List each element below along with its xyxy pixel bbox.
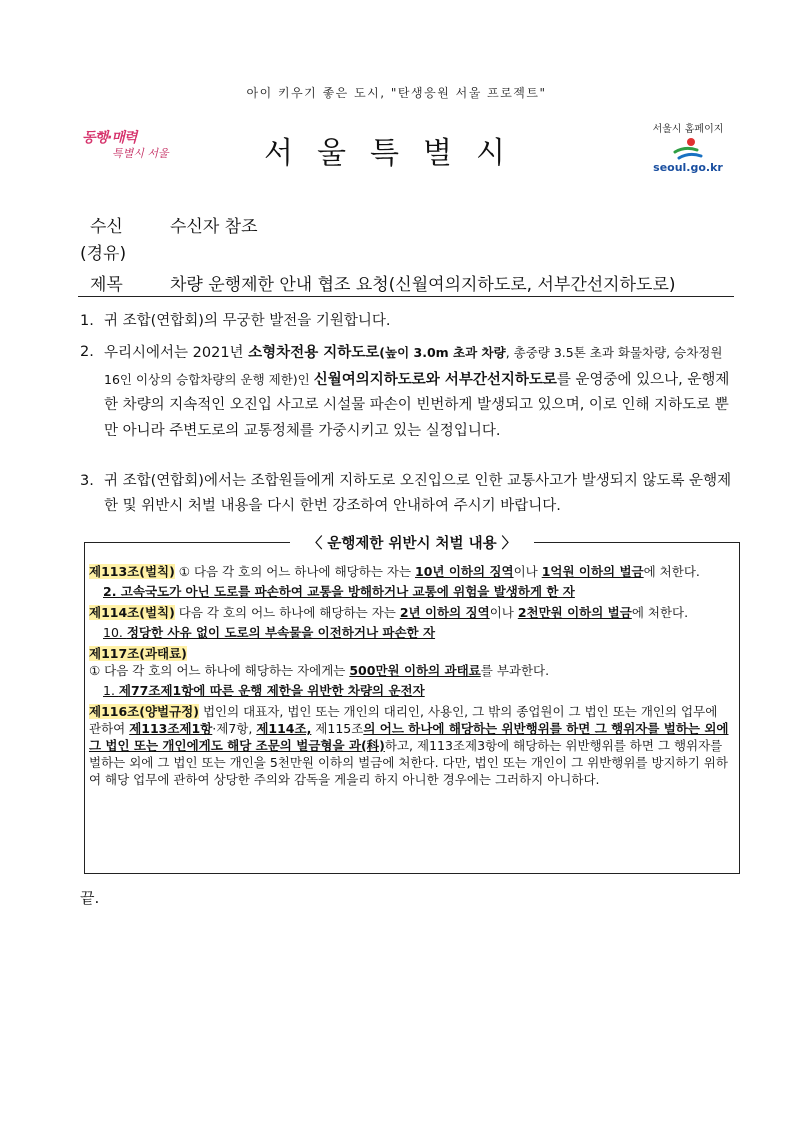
penalty-box-title-wrap [85, 532, 739, 553]
brand-logo-line2: 특별시 서울 [112, 147, 169, 160]
paragraph-text: 우리시에서는 2021년 소형차전용 지하도로(높이 3.0m 초과 차량, 총중량 3.5톤 초과 화물차량, 승차정원 16인 이상의 승합차량의 운행 제한)인 신월여의지하도로와 서부간선지하도로를 운영중에 있으나, 운행제한 차량의 지속적인 오진입 사고로 시설물 파손이 빈번하게 발생되고 있으며, 이로 인해 지하도로 뿐만 아니라 주변도로의 교통정체를 가중시키고 있는 실정입니다. [104, 345, 730, 439]
penalty-box-content [89, 563, 733, 788]
closing-mark: 끝. [80, 889, 100, 907]
paragraph-2 [80, 340, 736, 444]
article-113-item: 2. 고속국도가 아닌 도로를 파손하여 교통을 방해하거나 교통에 위험을 발생하게 한 자 [103, 584, 575, 599]
article-114-item: 10. 정당한 사유 없이 도로의 부속물을 이전하거나 파손한 자 [103, 625, 436, 640]
paragraph-1 [80, 309, 736, 334]
article-117-item: 1. 제77조제1항에 따른 운행 제한을 위반한 차량의 운전자 [103, 683, 425, 698]
via-label: (경유) [80, 244, 127, 264]
paragraph-number: 2. [80, 344, 94, 360]
paragraph-text: 귀 조합(연합회)의 무궁한 발전을 기원합니다. [104, 313, 391, 329]
subject-row [80, 270, 676, 295]
seoul-symbol-icon [671, 137, 705, 161]
recipient-value: 수신자 참조 [170, 217, 258, 237]
article-116: 제116조(양벌규정) 법인의 대표자, 법인 또는 개인의 대리인, 사용인, 그 밖의 종업원이 그 법인 또는 개인의 업무에 관하여 제113조제1항·제7항, 제114조, 제115조의 어느 하나에 해당하는 위반행위를 하면 그 행위자를 벌하는 외에 그 법인 또는 개인에게도 해당 조문의 벌금형을 과(科)하고, 제113조제3항에 해당하는 위반행위를 하면 그 행위자를 벌하는 외에 그 법인 또는 개인을 5천만원 이하의 벌금에 처한다. 다만, 법인 또는 개인이 그 위반행위를 방지하기 위하여 해당 업무에 관하여 상당한 주의와 감독을 게을리 하지 아니한 경우에는 그러하지 아니하다. [89, 704, 729, 787]
subject-label: 제목 [90, 275, 123, 295]
organization-title: 서울특별시 [264, 136, 529, 171]
paragraph-text: 귀 조합(연합회)에서는 조합원들에게 지하도로 오진입으로 인한 교통사고가 발생되지 않도록 운행제한 및 위반시 처벌 내용을 다시 한번 강조하여 안내하여 주시기 바랍니다. [104, 473, 732, 514]
paragraph-3 [80, 469, 736, 519]
penalty-box-title: 〈 운행제한 위반시 처벌 내용 〉 [290, 536, 534, 552]
article-114: 제114조(벌칙) 다음 각 호의 어느 하나에 해당하는 자는 2년 이하의 징역이나 2천만원 이하의 벌금에 처한다. [89, 605, 689, 620]
penalty-box [84, 536, 740, 874]
slogan: 아이 키우기 좋은 도시, "탄생응원 서울 프로젝트" [246, 86, 547, 100]
brand-logo-line1: 동행·매력 [82, 130, 137, 146]
paragraph-number: 3. [80, 473, 94, 489]
article-113: 제113조(벌칙) ① 다음 각 호의 어느 하나에 해당하는 자는 10년 이하의 징역이나 1억원 이하의 벌금에 처한다. [89, 564, 700, 579]
subject-divider [78, 296, 734, 297]
paragraph-number: 1. [80, 313, 94, 329]
homepage-url: seoul.go.kr [653, 161, 723, 174]
homepage-label: 서울시 홈페이지 [652, 124, 724, 135]
via-row [80, 239, 126, 264]
article-117: ① 다음 각 호의 어느 하나에 해당하는 자에게는 500만원 이하의 과태료를 부과한다. [89, 663, 550, 678]
recipient-row [80, 212, 258, 237]
seoul-homepage-logo [648, 120, 728, 174]
subject-value: 차량 운행제한 안내 협조 요청(신월여의지하도로, 서부간선지하도로) [170, 275, 676, 295]
recipient-label: 수신 [90, 217, 123, 237]
article-117-title: 제117조(과태료) [89, 646, 187, 661]
